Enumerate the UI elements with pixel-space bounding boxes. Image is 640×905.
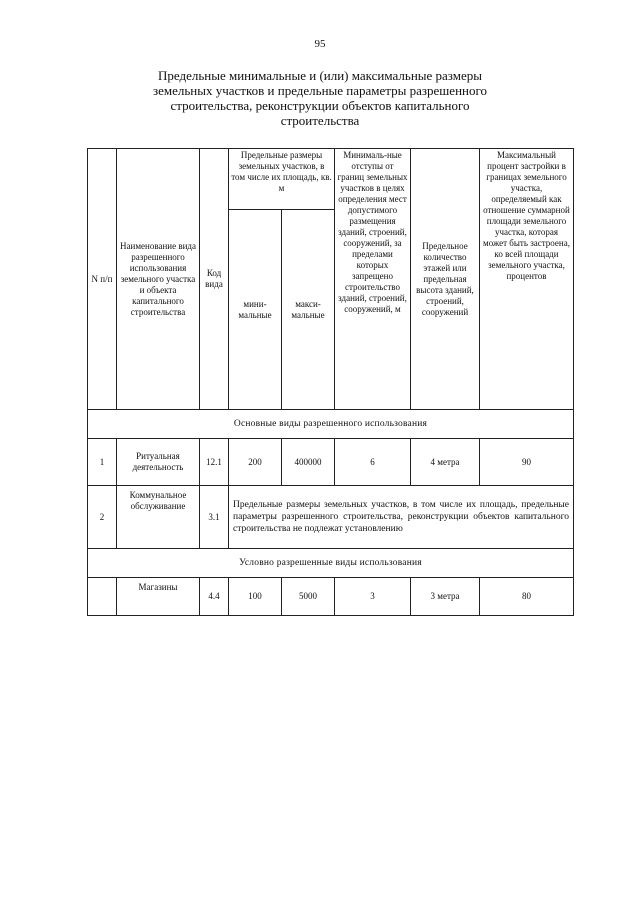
row-code: 3.1 [200, 486, 229, 549]
row-num: 2 [88, 486, 117, 549]
row-code: 12.1 [200, 439, 229, 486]
header-area-group: Предельные размеры земельных участков, в том числе их площадь, кв. м [229, 149, 335, 210]
row-floors: 3 метра [411, 578, 480, 616]
header-area-min: мини-мальные [229, 210, 282, 410]
row-coverage: 80 [480, 578, 574, 616]
header-coverage: Максимальный процент застройки в границах земельного участка, определяемый как отношение суммарной площади земельного участка, которая может быть застроена, ко всей площади земельного участка, процентов [480, 149, 574, 410]
page-number: 95 [314, 38, 326, 50]
row-min: 100 [229, 578, 282, 616]
row-setback: 6 [335, 439, 411, 486]
section-row-conditional [88, 549, 574, 578]
row-coverage: 90 [480, 439, 574, 486]
table-row [88, 439, 574, 486]
header-area-max: макси-мальные [282, 210, 335, 410]
row-note: Предельные размеры земельных участков, в том числе их площадь, предельные параметры разрешенного строительства, реконструкции объектов капитального строительства не подлежат установлению [229, 486, 574, 549]
section-main-label: Основные виды разрешенного использования [88, 410, 574, 439]
header-num: N п/п [88, 149, 117, 410]
section-conditional-label: Условно разрешенные виды использования [88, 549, 574, 578]
row-num [88, 578, 117, 616]
row-num: 1 [88, 439, 117, 486]
row-code: 4.4 [200, 578, 229, 616]
row-name: Ритуальная деятельность [117, 439, 200, 486]
header-name: Наименование вида разрешенного использования земельного участка и объекта капитального строительства [117, 149, 200, 410]
row-min: 200 [229, 439, 282, 486]
row-name: Магазины [117, 578, 200, 616]
header-code: Код вида [200, 149, 229, 410]
row-name: Коммунальное обслуживание [117, 486, 200, 549]
document-title: Предельные минимальные и (или) максимальные размеры земельных участков и предельные параметры разрешенного строительства, реконструкции объектов капитального строительства [152, 68, 488, 128]
table-row [88, 486, 574, 549]
row-floors: 4 метра [411, 439, 480, 486]
header-setback: Минималь-ные отступы от границ земельных участков в целях определения мест допустимого размещения зданий, строений, сооружений, за пределами которых запрещено строительство зданий, строений, сооружений, м [335, 149, 411, 410]
row-max: 400000 [282, 439, 335, 486]
row-setback: 3 [335, 578, 411, 616]
row-max: 5000 [282, 578, 335, 616]
regulations-table [87, 148, 574, 616]
table-row [88, 578, 574, 616]
header-floors: Предельное количество этажей или предельная высота зданий, строений, сооружений [411, 149, 480, 410]
section-row-main [88, 410, 574, 439]
